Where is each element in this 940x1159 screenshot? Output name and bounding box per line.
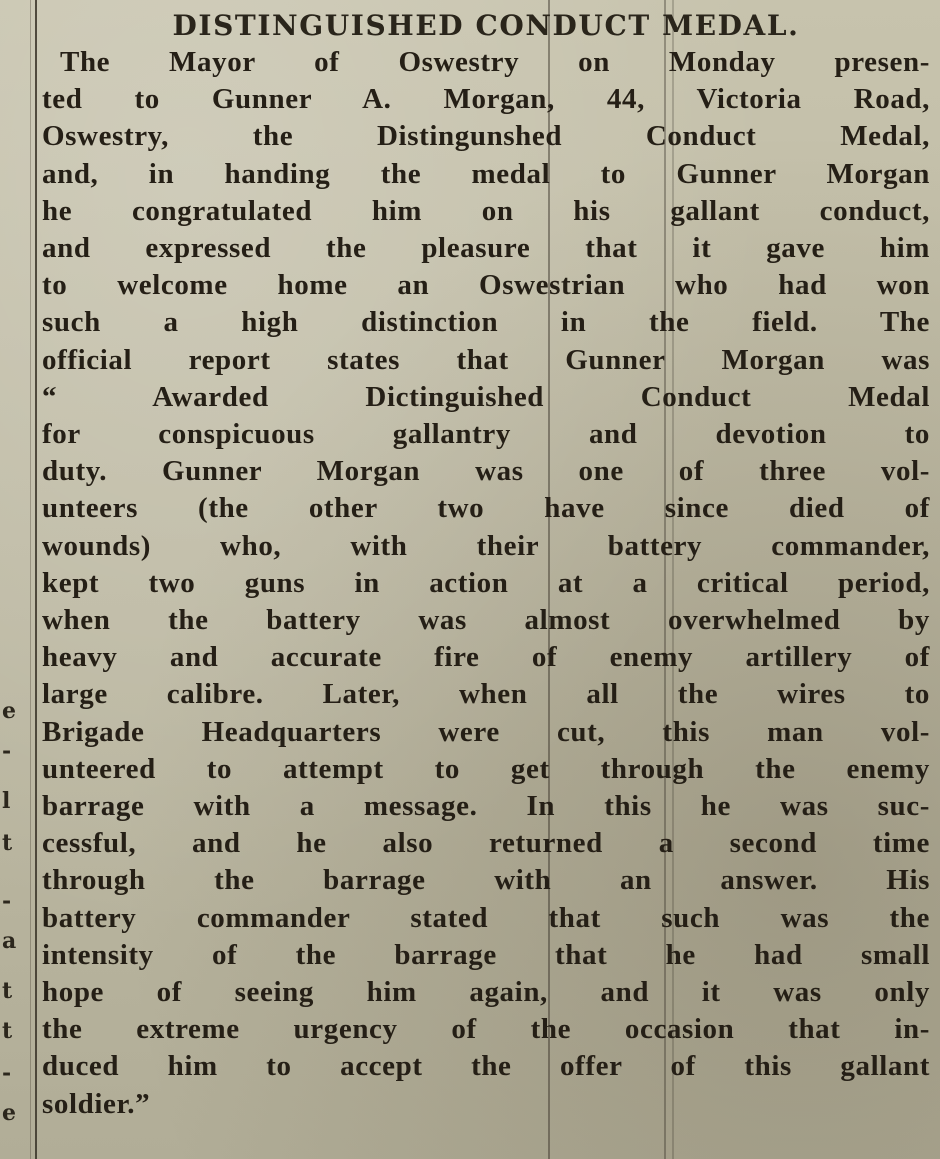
article bbox=[42, 8, 930, 1123]
margin-fragment: e bbox=[2, 698, 16, 724]
body-line: kept two guns in action at a critical period, bbox=[42, 566, 930, 599]
margin-fragment: - bbox=[2, 1060, 12, 1086]
margin-fragment: - bbox=[2, 738, 12, 764]
body-line: unteers (the other two have since died of bbox=[42, 492, 930, 525]
margin-fragment: t bbox=[2, 978, 13, 1004]
margin-fragment: e bbox=[2, 1100, 16, 1126]
column-rule-faint bbox=[30, 0, 31, 1159]
body-line: such a high distinction in the field. The bbox=[42, 306, 930, 339]
body-line: Brigade Headquarters were cut, this man vol- bbox=[42, 715, 930, 748]
body-line: The Mayor of Oswestry on Monday presen- bbox=[60, 46, 930, 78]
body-line: and expressed the pleasure that it gave him bbox=[42, 232, 930, 265]
body-line: when the battery was almost overwhelmed by bbox=[42, 604, 930, 637]
body-line: the extreme urgency of the occasion that in- bbox=[42, 1013, 930, 1046]
body-line: intensity of the barrage that he had small bbox=[42, 938, 930, 971]
body-line: duced him to accept the offer of this gallant bbox=[42, 1050, 930, 1083]
headline: DISTINGUISHED CONDUCT MEDAL. bbox=[172, 9, 800, 42]
body-line: large calibre. Later, when all the wires to bbox=[42, 678, 930, 711]
margin-fragment: l bbox=[2, 788, 11, 814]
margin-fragment: a bbox=[2, 928, 17, 954]
body-line: barrage with a message. In this he was suc- bbox=[42, 790, 930, 823]
body-line: heavy and accurate fire of enemy artillery of bbox=[42, 641, 930, 674]
body-line: “ Awarded Dictinguished Conduct Medal bbox=[42, 380, 930, 413]
margin-fragment: t bbox=[2, 830, 13, 856]
body-line: to welcome home an Oswestrian who had won bbox=[42, 269, 930, 302]
body-line: battery commander stated that such was the bbox=[42, 901, 930, 934]
body-line: duty. Gunner Morgan was one of three vol- bbox=[42, 455, 930, 488]
body-line: unteered to attempt to get through the enemy bbox=[42, 752, 930, 785]
margin-fragment: - bbox=[2, 888, 12, 914]
adjacent-column-fragments bbox=[0, 0, 30, 1159]
body-line: he congratulated him on his gallant conduct, bbox=[42, 194, 930, 227]
column-rule bbox=[35, 0, 37, 1159]
article-body bbox=[42, 44, 930, 1123]
body-line: wounds) who, with their battery commander, bbox=[42, 529, 930, 562]
body-line: for conspicuous gallantry and devotion to bbox=[42, 418, 930, 451]
body-line: and, in handing the medal to Gunner Morgan bbox=[42, 157, 930, 190]
body-line: cessful, and he also returned a second time bbox=[42, 827, 930, 860]
body-line: hope of seeing him again, and it was only bbox=[42, 976, 930, 1009]
body-line: soldier.” bbox=[42, 1087, 151, 1120]
margin-fragment: t bbox=[2, 1018, 13, 1044]
body-line: official report states that Gunner Morgan was bbox=[42, 343, 930, 376]
body-line: through the barrage with an answer. His bbox=[42, 864, 930, 897]
body-line: ted to Gunner A. Morgan, 44, Victoria Road, bbox=[42, 83, 930, 116]
body-line: Oswestry, the Distingunshed Conduct Medal, bbox=[42, 120, 930, 153]
